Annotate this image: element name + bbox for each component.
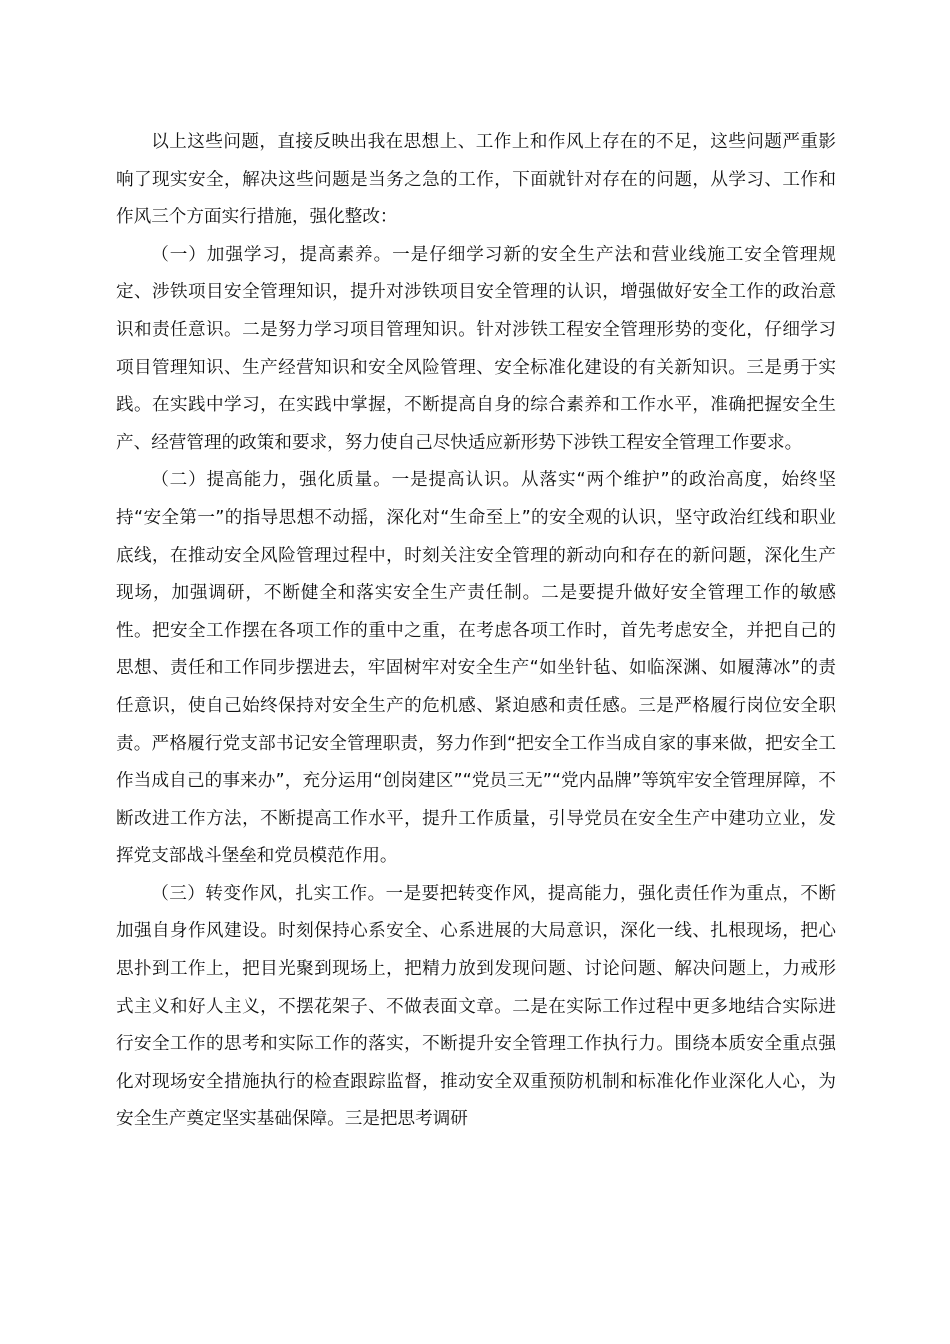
document-body [116,124,836,1139]
paragraph-intro: 以上这些问题，直接反映出我在思想上、工作上和作风上存在的不足，这些问题严重影响了现实安全，解决这些问题是当务之急的工作，下面就针对存在的问题，从学习、工作和作风三个方面实行措施，强化整改： [116,132,836,228]
paragraph-section-3: （三）转变作风，扎实工作。一是要把转变作风，提高能力，强化责任作为重点，不断加强自身作风建设。时刻保持心系安全、心系进展的大局意识，深化一线、扎根现场，把心思扑到工作上，把目光聚到现场上，把精力放到发现问题、讨论问题、解决问题上，力戒形式主义和好人主义，不摆花架子、不做表面文章。二是在实际工作过程中更多地结合实际进行安全工作的思考和实际工作的落实，不断提升安全管理工作执行力。围绕本质安全重点强化对现场安全措施执行的检查跟踪监督，推动安全双重预防机制和标准化作业深化人心，为安全生产奠定坚实基础保障。三是把思考调研 [116,883,836,1130]
paragraph-section-2: （二）提高能力，强化质量。一是提高认识。从落实“两个维护”的政治高度，始终坚持“安全第一”的指导思想不动摇，深化对“生命至上”的安全观的认识，坚守政治红线和职业底线，在推动安全风险管理过程中，时刻关注安全管理的新动向和存在的新问题，深化生产现场，加强调研，不断健全和落实安全生产责任制。二是要提升做好安全管理工作的敏感性。把安全工作摆在各项工作的重中之重，在考虑各项工作时，首先考虑安全，并把自己的思想、责任和工作同步摆进去，牢固树牢对安全生产“如坐针毡、如临深渊、如履薄冰”的责任意识，使自己始终保持对安全生产的危机感、紧迫感和责任感。三是严格履行岗位安全职责。严格履行党支部书记安全管理职责，努力作到“把安全工作当成自家的事来做，把安全工作当成自己的事来办”，充分运用“创岗建区”“党员三无”“党内品牌”等筑牢安全管理屏障，不断改进工作方法，不断提高工作水平，提升工作质量，引导党员在安全生产中建功立业，发挥党支部战斗堡垒和党员模范作用。 [116,470,836,867]
paragraph-section-1: （一）加强学习，提高素养。一是仔细学习新的安全生产法和营业线施工安全管理规定、涉铁项目安全管理知识，提升对涉铁项目安全管理的认识，增强做好安全工作的政治意识和责任意识。二是努力学习项目管理知识。针对涉铁工程安全管理形势的变化，仔细学习项目管理知识、生产经营知识和安全风险管理、安全标准化建设的有关新知识。三是勇于实践。在实践中学习，在实践中掌握，不断提高自身的综合素养和工作水平，准确把握安全生产、经营管理的政策和要求，努力使自己尽快适应新形势下涉铁工程安全管理工作要求。 [116,244,836,453]
